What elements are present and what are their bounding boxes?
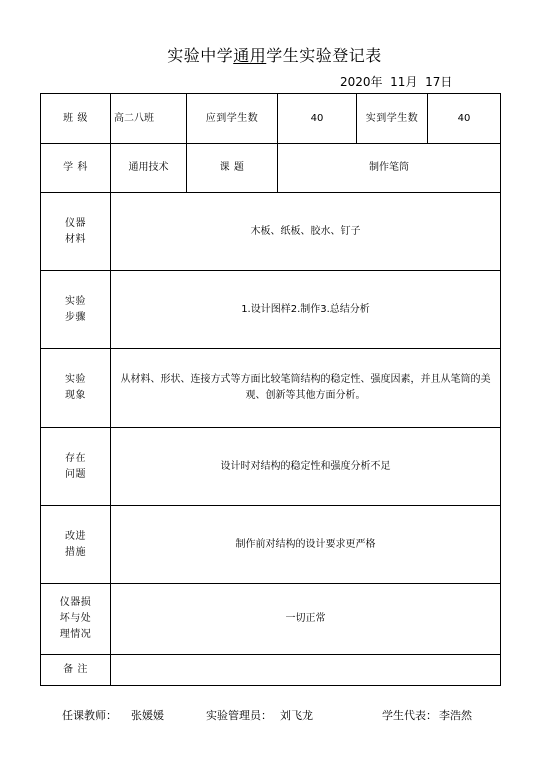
damage-label [41,584,110,654]
label-line: 材料 [65,233,86,245]
label-line: 措施 [65,546,86,558]
expected-students-label: 应到学生数 [205,112,259,124]
label-line: 仪器 [65,217,86,229]
title-underlined-subject: 通用 [233,46,267,65]
improvements-label [41,506,110,583]
label-line: 存在 [65,452,86,464]
materials-content: 木板、纸板、胶水、钉子 [250,225,361,237]
actual-students-label: 实到学生数 [365,112,419,124]
materials-label [41,193,110,270]
class-value: 高二八班 [114,112,154,124]
remarks-content [111,655,500,685]
label-line: 改进 [65,530,86,542]
admin-name: 刘飞龙 [280,709,313,722]
date-text: 2020年 11月 17日 [340,75,453,89]
label-line: 现象 [65,390,86,401]
expected-students-value: 40 [310,112,324,124]
label-line: 实验 [65,295,86,307]
title-prefix: 实验中学 [167,46,234,65]
admin-label: 实验管理员： [206,709,272,722]
student-rep-name: 李浩然 [439,709,472,722]
problems-label [41,428,110,505]
problems-content: 设计时对结构的稳定性和强度分析不足 [220,460,391,472]
topic-value: 制作笔筒 [369,162,409,173]
label-line: 步骤 [65,311,86,323]
steps-content: 1.设计图样2.制作3.总结分析 [241,303,370,315]
topic-label: 课 题 [219,162,245,173]
phenomena-content: 从材料、形状、连接方式等方面比较笔筒结构的稳定性、强度因素，并且从笔筒的美观、创新等其他方面分析。 [120,374,491,401]
class-label: 班 级 [63,112,88,124]
damage-content: 一切正常 [285,613,326,624]
title-suffix: 学生实验登记表 [266,46,382,65]
phenomena-label [41,349,110,427]
label-line: 坏与处 [59,613,92,624]
teacher-label: 任课教师： [62,709,117,722]
subject-label: 学 科 [63,162,88,173]
remarks-label: 备 注 [63,664,88,675]
label-line: 理情况 [59,629,92,640]
teacher-name: 张媛媛 [131,709,164,722]
improvements-content: 制作前对结构的设计要求更严格 [235,538,376,550]
subject-value: 通用技术 [128,162,169,173]
label-line: 问题 [65,468,86,480]
label-line: 仪器损 [59,597,92,608]
steps-label [41,271,110,348]
page-title [0,46,549,66]
student-rep-label: 学生代表： [382,709,437,722]
actual-students-value: 40 [457,112,471,124]
label-line: 实验 [65,374,86,385]
